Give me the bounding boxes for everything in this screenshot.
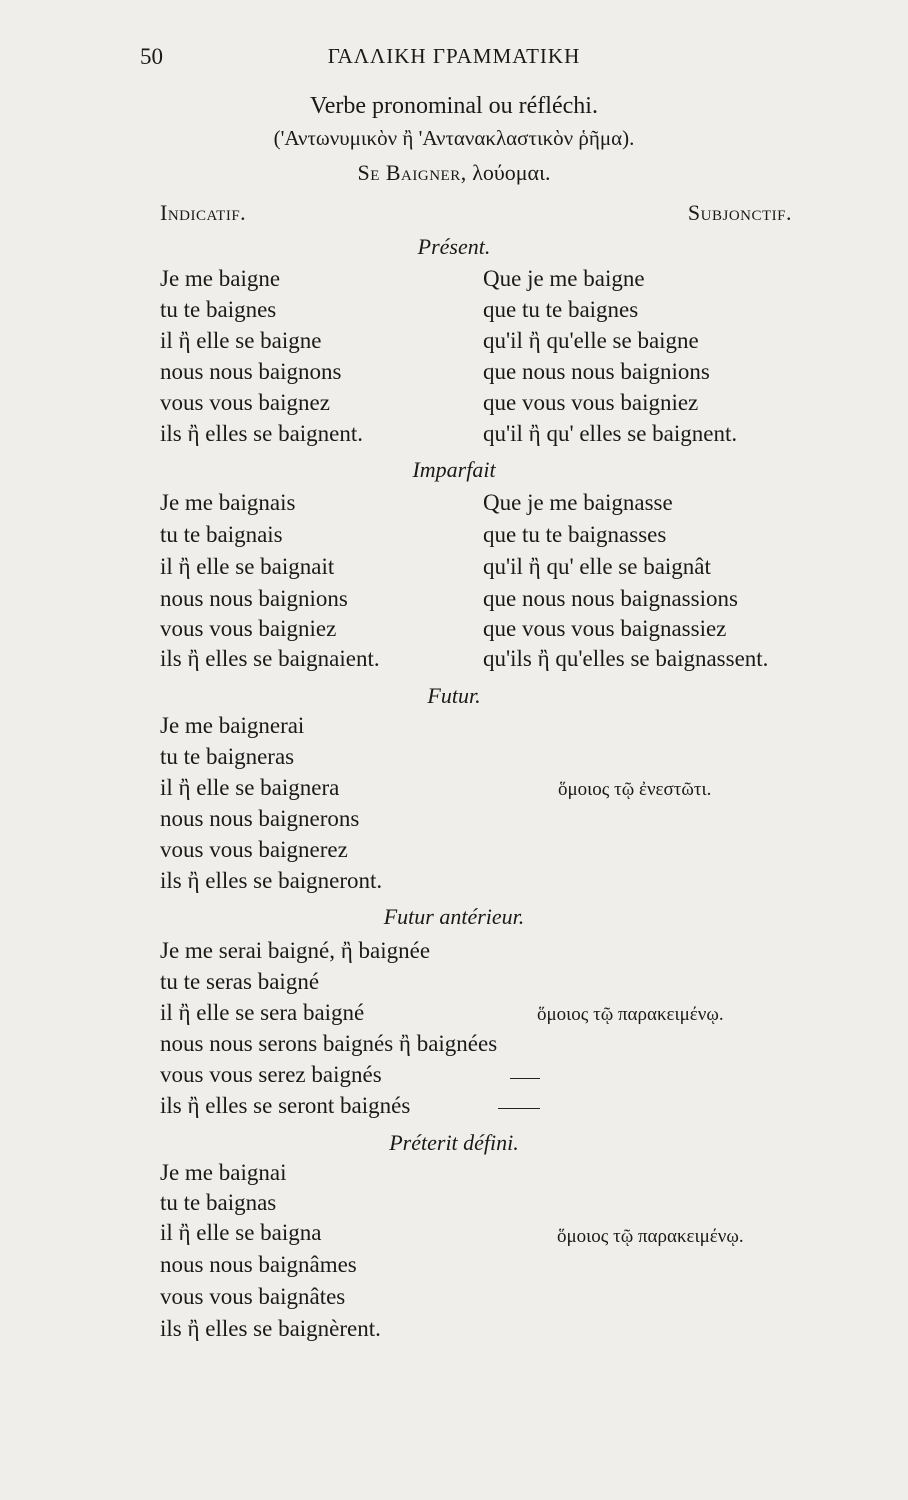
tense-futur-heading: Futur. <box>427 683 481 708</box>
imparfait-indicatif-line: Je me baignais <box>160 490 296 515</box>
futur-indicatif-line: Je me baignerai <box>160 713 305 738</box>
ditto-dash <box>510 1078 540 1079</box>
futur-anterieur-line: nous nous serons baignés ἢ baignées <box>160 1031 498 1056</box>
futur-indicatif-line: nous nous baignerons <box>160 806 360 831</box>
present-subjonctif-line: que nous nous baignions <box>483 359 710 384</box>
imparfait-subjonctif-line: Que je me baignasse <box>483 490 673 515</box>
ditto-dash <box>498 1108 540 1109</box>
futur-note-greek: ὅμοιος τῷ ἐνεστῶτι. <box>558 779 712 800</box>
imparfait-subjonctif-line: que nous nous baignassions <box>483 586 738 611</box>
present-indicatif-line: vous vous baignez <box>160 390 330 415</box>
imparfait-indicatif-line: il ἢ elle se baignait <box>160 554 335 579</box>
tense-futur-anterieur-heading: Futur antérieur. <box>383 904 525 929</box>
mood-indicatif: Indicatif. <box>160 200 247 225</box>
present-subjonctif-line: qu'il ἢ qu' elles se baignent. <box>483 421 738 446</box>
futur-anterieur-line: tu te seras baigné <box>160 969 320 994</box>
futur-indicatif-line: vous vous baignerez <box>160 837 348 862</box>
preterit-defini-line: Je me baignai <box>160 1160 287 1185</box>
present-indicatif-line: nous nous baignons <box>160 359 342 384</box>
preterit-defini-line: nous nous baignâmes <box>160 1252 357 1277</box>
preterit-defini-note-greek: ὅμοιος τῷ παρακειμένῳ. <box>557 1226 744 1247</box>
present-indicatif-line: Je me baigne <box>160 266 281 291</box>
imparfait-subjonctif-line: que tu te baignasses <box>483 522 667 547</box>
present-subjonctif-line: Que je me baigne <box>483 266 645 291</box>
present-indicatif-line: il ἢ elle se baigne <box>160 328 322 353</box>
imparfait-indicatif-line: vous vous baigniez <box>160 616 337 641</box>
preterit-defini-line: il ἢ elle se baigna <box>160 1220 322 1245</box>
imparfait-indicatif-line: ils ἢ elles se baignaient. <box>160 646 380 671</box>
running-title: ΓΑΛΛΙΚΗ ΓΡΑΜΜΑΤΙΚΗ <box>327 44 581 68</box>
tense-imparfait-heading: Imparfait <box>412 457 496 482</box>
imparfait-indicatif-line: tu te baignais <box>160 522 283 547</box>
preterit-defini-line: vous vous baignâtes <box>160 1284 346 1309</box>
imparfait-subjonctif-line: que vous vous baignassiez <box>483 616 727 641</box>
imparfait-subjonctif-line: qu'ils ἢ qu'elles se baignassent. <box>483 646 769 671</box>
present-subjonctif-line: qu'il ἢ qu'elle se baigne <box>483 328 699 353</box>
title-line2-greek: ('Αντωνυμικὸν ἢ 'Αντανακλαστικὸν ῥῆμα). <box>273 126 635 150</box>
preterit-defini-line: tu te baignas <box>160 1190 277 1215</box>
present-subjonctif-line: que vous vous baigniez <box>483 390 699 415</box>
futur-anterieur-note-greek: ὅμοιος τῷ παρακειμένῳ. <box>537 1004 724 1025</box>
futur-indicatif-line: il ἢ elle se baignera <box>160 775 340 800</box>
verb-heading <box>0 160 908 186</box>
tense-preterit-defini-heading: Préterit défini. <box>389 1130 519 1155</box>
futur-indicatif-line: tu te baigneras <box>160 744 295 769</box>
present-subjonctif-line: que tu te baignes <box>483 297 639 322</box>
preterit-defini-line: ils ἢ elles se baignèrent. <box>160 1316 381 1341</box>
futur-anterieur-line: ils ἢ elles se seront baignés <box>160 1093 411 1118</box>
mood-subjonctif: Subjonctif. <box>687 200 792 225</box>
present-indicatif-line: ils ἢ elles se baignent. <box>160 421 364 446</box>
verb-name: Se Baigner, <box>357 160 467 185</box>
title-line1: Verbe pronominal ou réfléchi. <box>310 93 598 119</box>
futur-anterieur-line: il ἢ elle se sera baigné <box>160 1000 365 1025</box>
page-number: 50 <box>140 44 163 69</box>
imparfait-subjonctif-line: qu'il ἢ qu' elle se baignât <box>483 554 711 579</box>
imparfait-indicatif-line: nous nous baignions <box>160 586 348 611</box>
futur-indicatif-line: ils ἢ elles se baigneront. <box>160 868 383 893</box>
verb-greek: λούομαι. <box>472 160 551 185</box>
tense-present-heading: Présent. <box>417 234 491 259</box>
futur-anterieur-line: Je me serai baigné, ἢ baignée <box>160 938 431 963</box>
futur-anterieur-line: vous vous serez baignés <box>160 1062 382 1087</box>
present-indicatif-line: tu te baignes <box>160 297 277 322</box>
